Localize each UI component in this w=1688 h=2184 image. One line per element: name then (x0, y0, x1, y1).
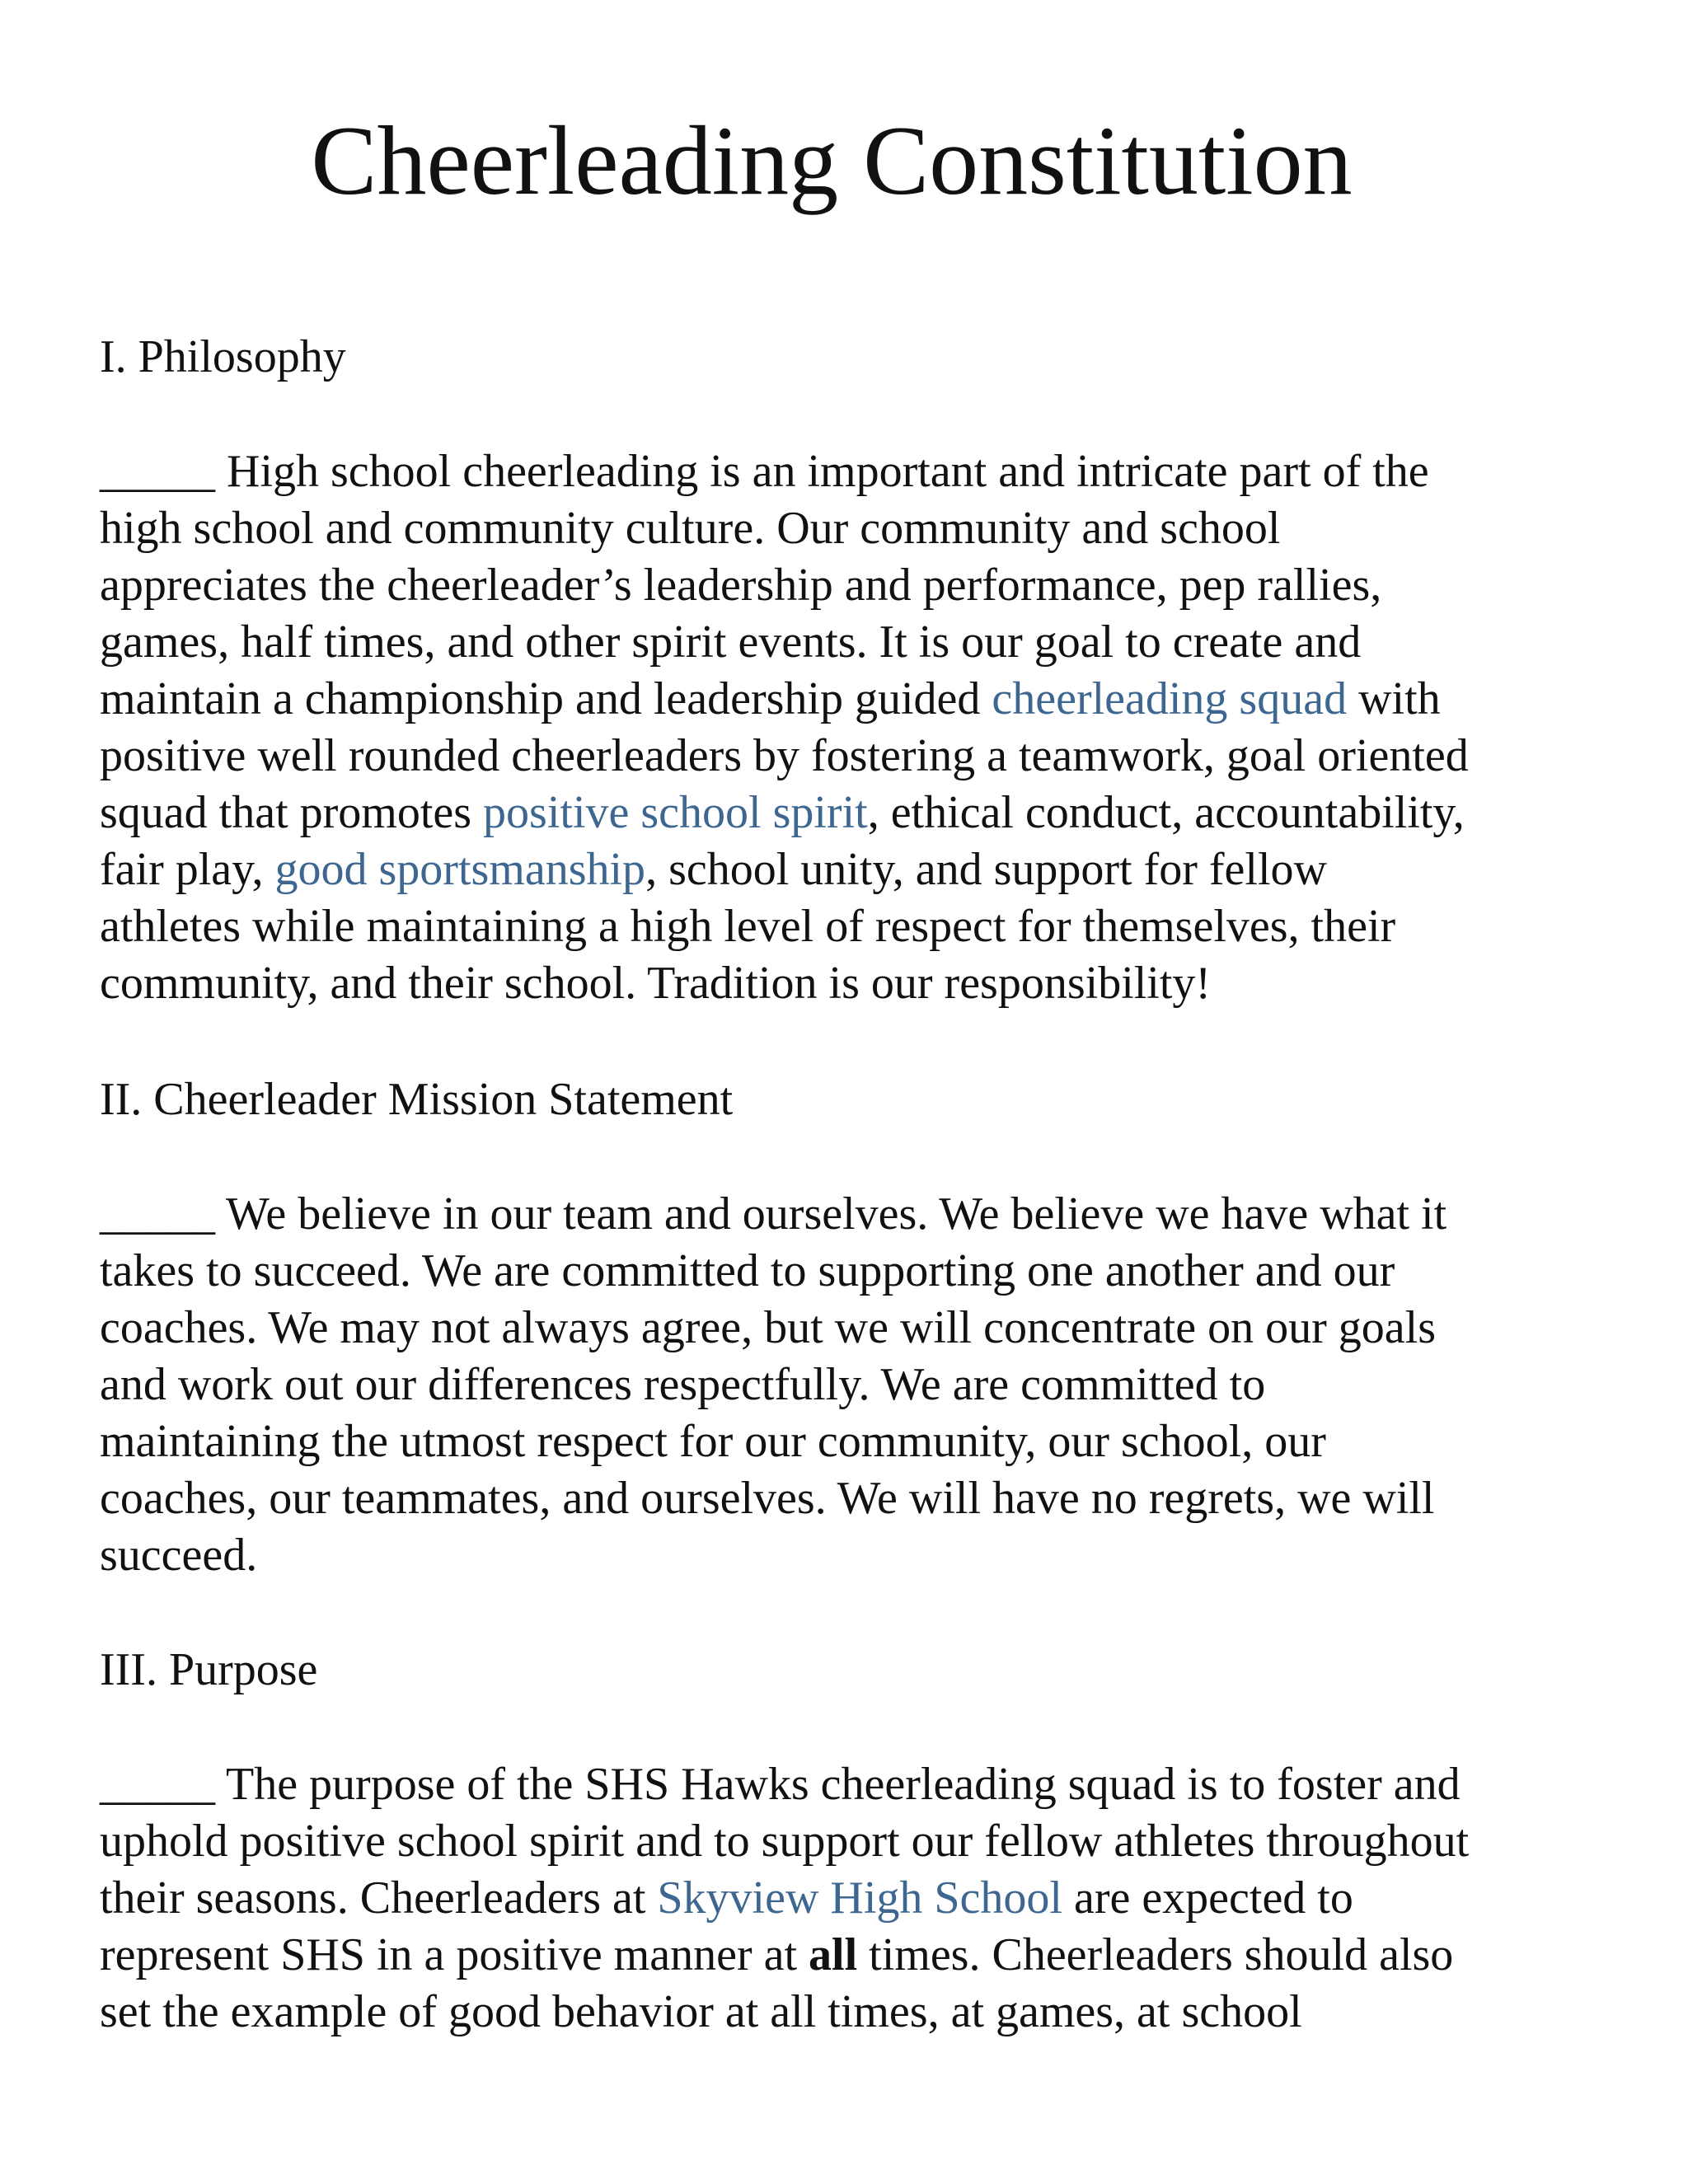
text-run: maintain a championship and leadership guided (100, 673, 992, 724)
paragraph-line (100, 1470, 1583, 1527)
paragraph-line (100, 671, 1583, 728)
text-run: , school unity, and support for fellow (645, 844, 1327, 895)
paragraph-line (100, 1984, 1583, 2041)
text-run: with (1347, 673, 1441, 724)
paragraph-line (100, 955, 1583, 1012)
paragraph-line (100, 500, 1583, 557)
paragraph-line (100, 728, 1583, 785)
section-heading-purpose: III. Purpose (100, 1644, 318, 1695)
paragraph-line (100, 898, 1583, 955)
text-run: community, and their school. Tradition is our responsibility! (100, 958, 1212, 1009)
hyperlink-text[interactable]: Skyview High School (657, 1872, 1062, 1924)
paragraph-line (100, 1243, 1583, 1300)
text-run: uphold positive school spirit and to support our fellow athletes throughout (100, 1816, 1470, 1867)
text-run: times. Cheerleaders should also (857, 1929, 1454, 1980)
section-body-philosophy (100, 443, 1583, 1012)
text-run: fair play, (100, 844, 275, 895)
text-run: , ethical conduct, accountability, (867, 787, 1465, 838)
text-run: succeed. (100, 1530, 258, 1581)
paragraph-line (100, 1300, 1583, 1357)
paragraph-line (100, 1186, 1583, 1243)
section-heading-mission-statement: II. Cheerleader Mission Statement (100, 1074, 734, 1125)
text-run: athletes while maintaining a high level of respect for themselves, their (100, 901, 1396, 952)
text-run: set the example of good behavior at all times, at games, at school (100, 1986, 1302, 2037)
text-run: their seasons. Cheerleaders at (100, 1872, 658, 1924)
paragraph-line (100, 1927, 1583, 1984)
paragraph-line (100, 1357, 1583, 1413)
bold-text: all (809, 1929, 858, 1980)
paragraph-line (100, 557, 1583, 614)
text-run: appreciates the cheerleader’s leadership and performance, pep rallies, (100, 560, 1382, 611)
text-run: positive well rounded cheerleaders by fostering a teamwork, goal oriented (100, 730, 1469, 781)
section-heading-philosophy: I. Philosophy (100, 331, 346, 382)
text-run: games, half times, and other spirit events. It is our goal to create and (100, 616, 1362, 668)
paragraph-line (100, 1870, 1583, 1927)
text-run: coaches, our teammates, and ourselves. We will have no regrets, we will (100, 1473, 1435, 1524)
text-run: coaches. We may not always agree, but we will concentrate on our goals (100, 1302, 1436, 1353)
hyperlink-text[interactable]: cheerleading squad (992, 673, 1348, 724)
paragraph-line (100, 1813, 1583, 1870)
paragraph-line (100, 841, 1583, 898)
text-run: _____ High school cheerleading is an important and intricate part of the (100, 446, 1429, 497)
paragraph-line (100, 1756, 1583, 1813)
text-run: takes to succeed. We are committed to supporting one another and our (100, 1245, 1395, 1296)
section-body-mission-statement (100, 1186, 1583, 1584)
hyperlink-text[interactable]: good sportsmanship (274, 844, 646, 895)
text-run: _____ The purpose of the SHS Hawks cheerleading squad is to foster and (100, 1759, 1461, 1810)
text-run: squad that promotes (100, 787, 484, 838)
paragraph-line (100, 1413, 1583, 1470)
text-run: and work out our differences respectfully. We are committed to (100, 1359, 1266, 1410)
text-run: high school and community culture. Our community and school (100, 503, 1281, 554)
text-run: maintaining the utmost respect for our community, our school, our (100, 1416, 1326, 1467)
paragraph-line (100, 785, 1583, 841)
paragraph-line (100, 614, 1583, 671)
paragraph-line (100, 1527, 1583, 1584)
document-title: Cheerleading Constitution (311, 105, 1353, 215)
paragraph-line (100, 443, 1583, 500)
text-run: _____ We believe in our team and ourselves. We believe we have what it (100, 1188, 1447, 1240)
text-run: represent SHS in a positive manner at (100, 1929, 809, 1980)
section-body-purpose (100, 1756, 1583, 2041)
hyperlink-text[interactable]: positive school spirit (483, 787, 868, 838)
text-run: are expected to (1062, 1872, 1353, 1924)
